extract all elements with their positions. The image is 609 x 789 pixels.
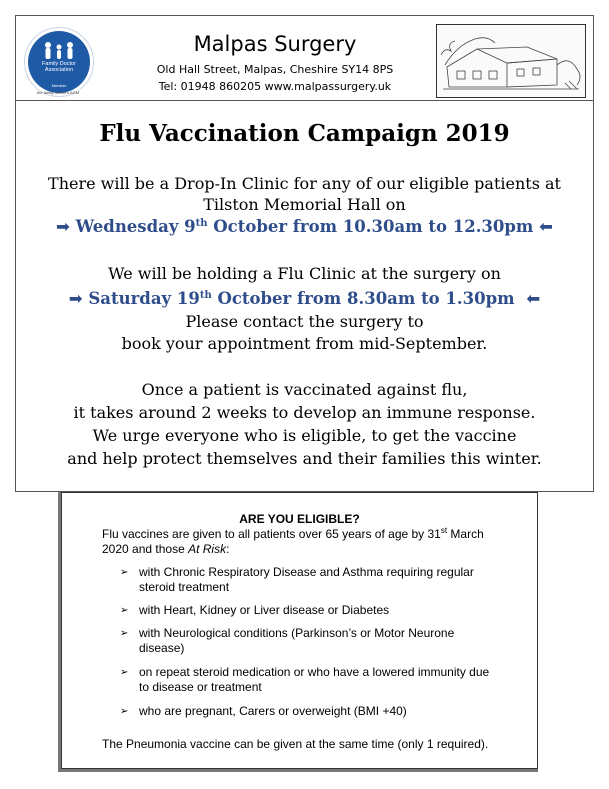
- campaign-title: Flu Vaccination Campaign 2019: [99, 120, 510, 147]
- bullet-arrow-icon: ➢: [120, 706, 129, 717]
- right-arrow-icon: ➡: [68, 289, 83, 308]
- list-item-line: with Chronic Respiratory Disease and Asthma requiring regular: [139, 565, 474, 579]
- info-line-2: it takes around 2 weeks to develop an immune response.: [73, 403, 536, 422]
- bullet-arrow-icon: ➢: [120, 567, 129, 578]
- eligibility-intro-sup: st: [440, 526, 448, 535]
- list-item-line: on repeat steroid medication or who have a lowered immunity due: [139, 665, 490, 679]
- eligibility-intro: [102, 527, 522, 557]
- eligibility-intro-part2: March: [447, 527, 484, 541]
- list-item: [139, 626, 529, 656]
- list-item-line: with Neurological conditions (Parkinson’s or Motor Neurone: [139, 626, 455, 640]
- dropin-date-line: [15, 217, 594, 236]
- list-item: [139, 603, 529, 618]
- dropin-date-day: Wednesday 9: [75, 217, 196, 236]
- eligibility-intro-line2-c: :: [226, 542, 230, 556]
- dropin-date-rest: October from 10.30am to 12.30pm: [207, 217, 534, 236]
- family-doctor-association-logo: [24, 27, 94, 97]
- left-arrow-icon: ⬅: [539, 217, 553, 236]
- surgery-date-rest: October from 8.30am to 1.30pm: [211, 289, 515, 308]
- bullet-arrow-icon: ➢: [120, 605, 129, 616]
- surgery-date-suffix: th: [199, 290, 212, 301]
- dropin-intro-line: There will be a Drop-In Clinic for any of our eligible patients at: [48, 174, 561, 193]
- info-line-1: Once a patient is vaccinated against flu,: [141, 380, 468, 399]
- contact-line-2: book your appointment from mid-September.: [121, 334, 488, 353]
- list-item-line: steroid treatment: [139, 580, 230, 594]
- eligibility-intro-part1: Flu vaccines are given to all patients over 65 years of age by 31: [102, 527, 441, 541]
- list-item-line: with Heart, Kidney or Liver disease or Diabetes: [139, 603, 390, 617]
- surgery-date-day: Saturday 19: [88, 289, 200, 308]
- list-item-line: who are pregnant, Carers or overweight (BMI +40): [139, 704, 407, 718]
- list-item: [139, 565, 529, 595]
- list-item-line: to disease or treatment: [139, 680, 262, 694]
- header-divider: [15, 100, 594, 101]
- surgery-date-line: [15, 289, 594, 308]
- surgery-name: Malpas Surgery: [193, 32, 357, 56]
- contact-line-1: Please contact the surgery to: [185, 312, 424, 331]
- dropin-venue-line: Tilston Memorial Hall on: [203, 195, 406, 214]
- list-item: [139, 665, 529, 695]
- logo-disc: [28, 31, 90, 93]
- surgery-clinic-line: We will be holding a Flu Clinic at the surgery on: [108, 264, 501, 283]
- surgery-building-sketch: [436, 24, 586, 98]
- surgery-address: Old Hall Street, Malpas, Cheshire SY14 8PS: [156, 63, 394, 76]
- dropin-date-suffix: th: [195, 218, 208, 229]
- logo-text: Family Doctor Association: [42, 61, 76, 73]
- right-arrow-icon: ➡: [56, 217, 70, 236]
- building-sketch-icon: [437, 25, 585, 97]
- left-arrow-icon: ⬅: [526, 289, 541, 308]
- surgery-contact: Tel: 01948 860205 www.malpassurgery.uk: [158, 80, 392, 93]
- logo-tagline: the family doctor's AGM: [36, 90, 80, 95]
- list-item: [139, 704, 529, 719]
- bullet-arrow-icon: ➢: [120, 628, 129, 639]
- eligibility-footer: The Pneumonia vaccine can be given at the same time (only 1 required).: [102, 737, 489, 751]
- logo-member-text: Member: [51, 83, 67, 88]
- list-item-line: disease): [139, 641, 185, 655]
- eligibility-title: ARE YOU ELIGIBLE?: [239, 512, 360, 526]
- info-line-4: and help protect themselves and their families this winter.: [67, 449, 542, 468]
- eligibility-intro-line2-a: 2020 and those: [102, 542, 189, 556]
- bullet-arrow-icon: ➢: [120, 667, 129, 678]
- eligibility-at-risk: At Risk: [188, 542, 227, 556]
- info-line-3: We urge everyone who is eligible, to get the vaccine: [92, 426, 517, 445]
